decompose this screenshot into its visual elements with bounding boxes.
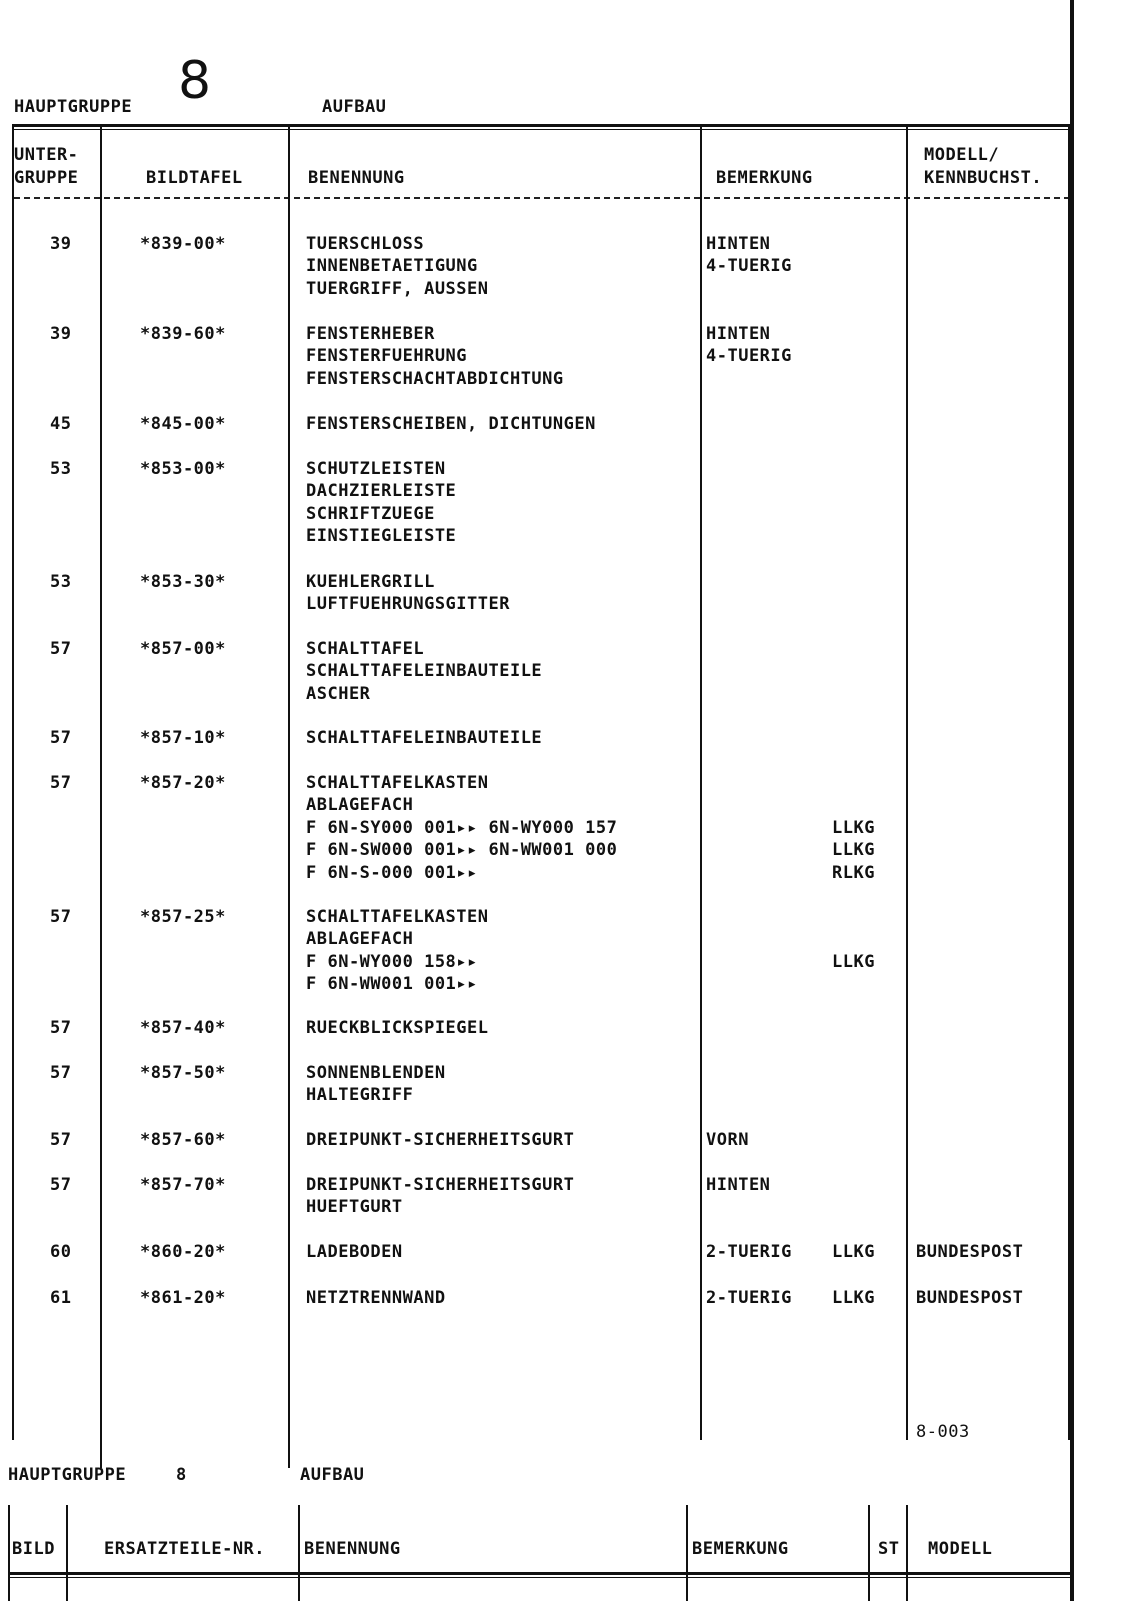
untergruppe-number: 57 bbox=[50, 1130, 72, 1150]
col-header-modell-line: KENNBUCHST. bbox=[924, 168, 1043, 188]
untergruppe-number: 53 bbox=[50, 572, 72, 592]
col-header-bildtafel: BILDTAFEL bbox=[146, 168, 243, 188]
page-edge-rule bbox=[1070, 0, 1074, 1601]
col-header-untergruppe-line: UNTER- bbox=[14, 145, 79, 165]
page-title: AUFBAU bbox=[322, 97, 387, 117]
footer-divider-remark bbox=[868, 1505, 870, 1601]
bildtafel-number: *857-25* bbox=[140, 907, 226, 927]
untergruppe-number: 57 bbox=[50, 1175, 72, 1195]
remark: HINTEN bbox=[706, 324, 771, 344]
part-name: ABLAGEFACH bbox=[306, 795, 414, 816]
remark-code: LLKG bbox=[832, 840, 875, 861]
modell-code: BUNDESPOST bbox=[916, 1288, 1024, 1308]
bildtafel-number: *857-60* bbox=[140, 1130, 226, 1150]
part-name: FENSTERSCHACHTABDICHTUNG bbox=[306, 368, 564, 389]
remark: 2-TUERIG bbox=[706, 1242, 792, 1262]
part-name: ABLAGEFACH bbox=[306, 929, 414, 950]
footer-rule bbox=[8, 1572, 1070, 1575]
remark-code: RLKG bbox=[832, 862, 875, 883]
untergruppe-number: 57 bbox=[50, 1018, 72, 1038]
part-name: F 6N-WW001 001▸▸ bbox=[306, 974, 478, 995]
part-name: INNENBETAETIGUNG bbox=[306, 256, 478, 277]
untergruppe-number: 57 bbox=[50, 728, 72, 748]
part-name: SCHRIFTZUEGE bbox=[306, 503, 435, 524]
bildtafel-number: *857-20* bbox=[140, 773, 226, 793]
untergruppe-number: 57 bbox=[50, 907, 72, 927]
part-name: NETZTRENNWAND bbox=[306, 1288, 446, 1308]
col-header-benennung: BENENNUNG bbox=[308, 168, 405, 188]
col-header-modell-line: MODELL/ bbox=[924, 145, 1000, 165]
footer-divider-st bbox=[906, 1505, 908, 1601]
column-divider-name bbox=[700, 124, 702, 1440]
part-name: F 6N-SY000 001▸▸ 6N-WY000 157 bbox=[306, 817, 618, 838]
footer-col-bild: BILD bbox=[12, 1539, 55, 1559]
part-name: HUEFTGURT bbox=[306, 1197, 403, 1218]
part-name: FENSTERHEBER bbox=[306, 324, 435, 344]
bildtafel-number: *853-00* bbox=[140, 459, 226, 479]
untergruppe-number: 60 bbox=[50, 1242, 72, 1262]
hauptgruppe-label: HAUPTGRUPPE bbox=[14, 97, 133, 117]
column-divider-left bbox=[12, 124, 14, 1440]
col-header-untergruppe-line: GRUPPE bbox=[14, 168, 79, 188]
column-divider-remark bbox=[906, 124, 908, 1440]
bildtafel-number: *857-00* bbox=[140, 639, 226, 659]
part-name: HALTEGRIFF bbox=[306, 1085, 414, 1106]
part-name: F 6N-SW000 001▸▸ 6N-WW001 000 bbox=[306, 840, 618, 861]
part-name: DACHZIERLEISTE bbox=[306, 481, 457, 502]
part-name: FENSTERSCHEIBEN, DICHTUNGEN bbox=[306, 414, 596, 434]
footer-col-benennung: BENENNUNG bbox=[304, 1539, 401, 1559]
part-name: SCHALTTAFELKASTEN bbox=[306, 773, 489, 793]
remark: 2-TUERIG bbox=[706, 1288, 792, 1308]
column-divider-bild bbox=[288, 124, 290, 1468]
part-name: DREIPUNKT-SICHERHEITSGURT bbox=[306, 1130, 575, 1150]
bildtafel-number: *845-00* bbox=[140, 414, 226, 434]
col-header-bemerkung: BEMERKUNG bbox=[716, 168, 813, 188]
remark: 4-TUERIG bbox=[706, 346, 792, 367]
part-name: ASCHER bbox=[306, 683, 371, 704]
untergruppe-number: 39 bbox=[50, 234, 72, 254]
remark-code: LLKG bbox=[832, 1288, 875, 1308]
part-name: SCHALTTAFEL bbox=[306, 639, 425, 659]
part-name: RUECKBLICKSPIEGEL bbox=[306, 1018, 489, 1038]
remark: HINTEN bbox=[706, 1175, 771, 1195]
part-name: SCHALTTAFELEINBAUTEILE bbox=[306, 661, 543, 682]
col-header-modell bbox=[924, 144, 1042, 190]
footer-divider-left bbox=[8, 1505, 10, 1601]
part-name: SCHALTTAFELKASTEN bbox=[306, 907, 489, 927]
footer-col-bemerkung: BEMERKUNG bbox=[692, 1539, 789, 1559]
column-divider-ug bbox=[100, 124, 102, 1468]
page-number: 8-003 bbox=[916, 1422, 970, 1442]
footer-col-ersatzteile: ERSATZTEILE-NR. bbox=[104, 1539, 266, 1559]
untergruppe-number: 53 bbox=[50, 459, 72, 479]
part-name: SONNENBLENDEN bbox=[306, 1063, 446, 1083]
untergruppe-number: 57 bbox=[50, 1063, 72, 1083]
untergruppe-number: 57 bbox=[50, 639, 72, 659]
untergruppe-number: 57 bbox=[50, 773, 72, 793]
part-name: TUERSCHLOSS bbox=[306, 234, 425, 254]
part-name: FENSTERFUEHRUNG bbox=[306, 346, 468, 367]
part-name: F 6N-S-000 001▸▸ bbox=[306, 862, 478, 883]
modell-code: BUNDESPOST bbox=[916, 1242, 1024, 1262]
remark: VORN bbox=[706, 1130, 749, 1150]
footer-divider-bild bbox=[66, 1505, 68, 1601]
remark: HINTEN bbox=[706, 234, 771, 254]
bildtafel-number: *839-60* bbox=[140, 324, 226, 344]
remark: 4-TUERIG bbox=[706, 256, 792, 277]
remark-code: LLKG bbox=[832, 817, 875, 838]
part-name: LUFTFUEHRUNGSGITTER bbox=[306, 594, 510, 615]
part-name: SCHALTTAFELEINBAUTEILE bbox=[306, 728, 543, 748]
untergruppe-number: 39 bbox=[50, 324, 72, 344]
untergruppe-number: 45 bbox=[50, 414, 72, 434]
hauptgruppe-number: 8 bbox=[178, 51, 212, 111]
remark-code: LLKG bbox=[832, 951, 875, 972]
bildtafel-number: *857-40* bbox=[140, 1018, 226, 1038]
footer-rule-thin bbox=[8, 1577, 1070, 1578]
part-name: SCHUTZLEISTEN bbox=[306, 459, 446, 479]
untergruppe-number: 61 bbox=[50, 1288, 72, 1308]
table-top-rule-thin bbox=[12, 129, 1072, 130]
part-name: LADEBODEN bbox=[306, 1242, 403, 1262]
part-name: DREIPUNKT-SICHERHEITSGURT bbox=[306, 1175, 575, 1195]
table-top-rule bbox=[12, 124, 1072, 127]
part-name: F 6N-WY000 158▸▸ bbox=[306, 951, 478, 972]
footer-divider-name bbox=[686, 1505, 688, 1601]
footer-title: AUFBAU bbox=[300, 1465, 365, 1485]
part-name: EINSTIEGLEISTE bbox=[306, 526, 457, 547]
bildtafel-number: *861-20* bbox=[140, 1288, 226, 1308]
part-name: KUEHLERGRILL bbox=[306, 572, 435, 592]
header-separator bbox=[14, 197, 1070, 199]
footer-col-st: ST bbox=[878, 1539, 900, 1559]
footer-col-modell: MODELL bbox=[928, 1539, 993, 1559]
bildtafel-number: *857-70* bbox=[140, 1175, 226, 1195]
bildtafel-number: *860-20* bbox=[140, 1242, 226, 1262]
part-name: TUERGRIFF, AUSSEN bbox=[306, 278, 489, 299]
remark-code: LLKG bbox=[832, 1242, 875, 1262]
footer-divider-ersatz bbox=[298, 1505, 300, 1601]
footer-hauptgruppe-label: HAUPTGRUPPE bbox=[8, 1465, 127, 1485]
bildtafel-number: *853-30* bbox=[140, 572, 226, 592]
bildtafel-number: *857-50* bbox=[140, 1063, 226, 1083]
bildtafel-number: *857-10* bbox=[140, 728, 226, 748]
footer-hauptgruppe-number: 8 bbox=[176, 1465, 187, 1485]
bildtafel-number: *839-00* bbox=[140, 234, 226, 254]
col-header-untergruppe bbox=[14, 144, 78, 190]
